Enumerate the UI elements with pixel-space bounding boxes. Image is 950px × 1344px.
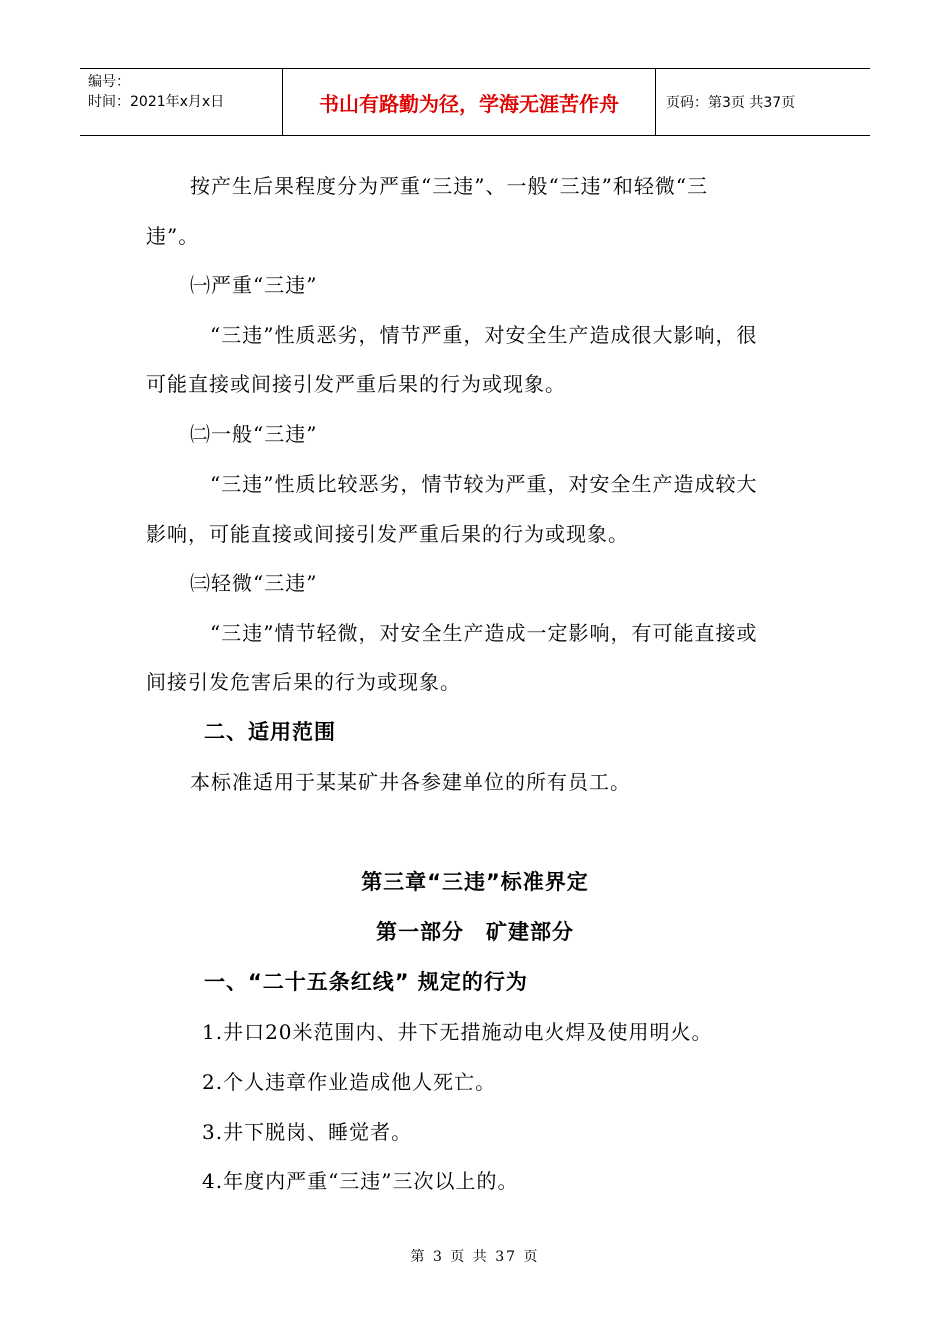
paragraph-line: 按产生后果程度分为严重“三违”、一般“三违”和轻微“三 bbox=[190, 174, 709, 198]
subheading-general: ㈡一般“三违” bbox=[190, 422, 318, 446]
paragraph-line: 间接引发危害后果的行为或现象。 bbox=[146, 670, 461, 694]
chapter-title: 第三章“三违”标准界定 bbox=[361, 870, 589, 894]
paragraph-line: “三违”性质比较恶劣，情节较为严重，对安全生产造成较大 bbox=[210, 472, 758, 496]
list-item: 1.井口20米范围内、井下无措施动电火焊及使用明火。 bbox=[202, 1020, 713, 1044]
subsection-title: 一、“二十五条红线” 规定的行为 bbox=[204, 970, 528, 994]
page-header bbox=[80, 68, 870, 136]
header-motto: 书山有路勤为径，学海无涯苦作舟 bbox=[282, 69, 656, 135]
paragraph-line: 本标准适用于某某矿井各参建单位的所有员工。 bbox=[190, 770, 631, 794]
paragraph-line: 可能直接或间接引发严重后果的行为或现象。 bbox=[146, 372, 566, 396]
paragraph-line: 影响，可能直接或间接引发严重后果的行为或现象。 bbox=[146, 522, 629, 546]
list-item: 4.年度内严重“三违”三次以上的。 bbox=[202, 1169, 519, 1193]
list-item: 2.个人违章作业造成他人死亡。 bbox=[202, 1070, 497, 1094]
paragraph-line: 违”。 bbox=[146, 224, 200, 248]
time-label: 时间：2021年x月x日 bbox=[88, 94, 225, 110]
number-label: 编号： bbox=[88, 74, 130, 90]
page-footer: 第 3 页 共 37 页 bbox=[410, 1249, 540, 1265]
section-title: 二、适用范围 bbox=[204, 720, 336, 744]
header-page-info: 页码：第3页 共37页 bbox=[666, 95, 796, 111]
list-item: 3.井下脱岗、睡觉者。 bbox=[202, 1120, 413, 1144]
paragraph-line: “三违”情节轻微，对安全生产造成一定影响，有可能直接或 bbox=[210, 621, 758, 645]
subheading-severe: ㈠严重“三违” bbox=[190, 273, 318, 297]
paragraph-line: “三违”性质恶劣，情节严重，对安全生产造成很大影响，很 bbox=[210, 323, 758, 347]
header-left-cell bbox=[80, 69, 282, 135]
subheading-minor: ㈢轻微“三违” bbox=[190, 571, 318, 595]
part-title: 第一部分 矿建部分 bbox=[376, 920, 574, 944]
